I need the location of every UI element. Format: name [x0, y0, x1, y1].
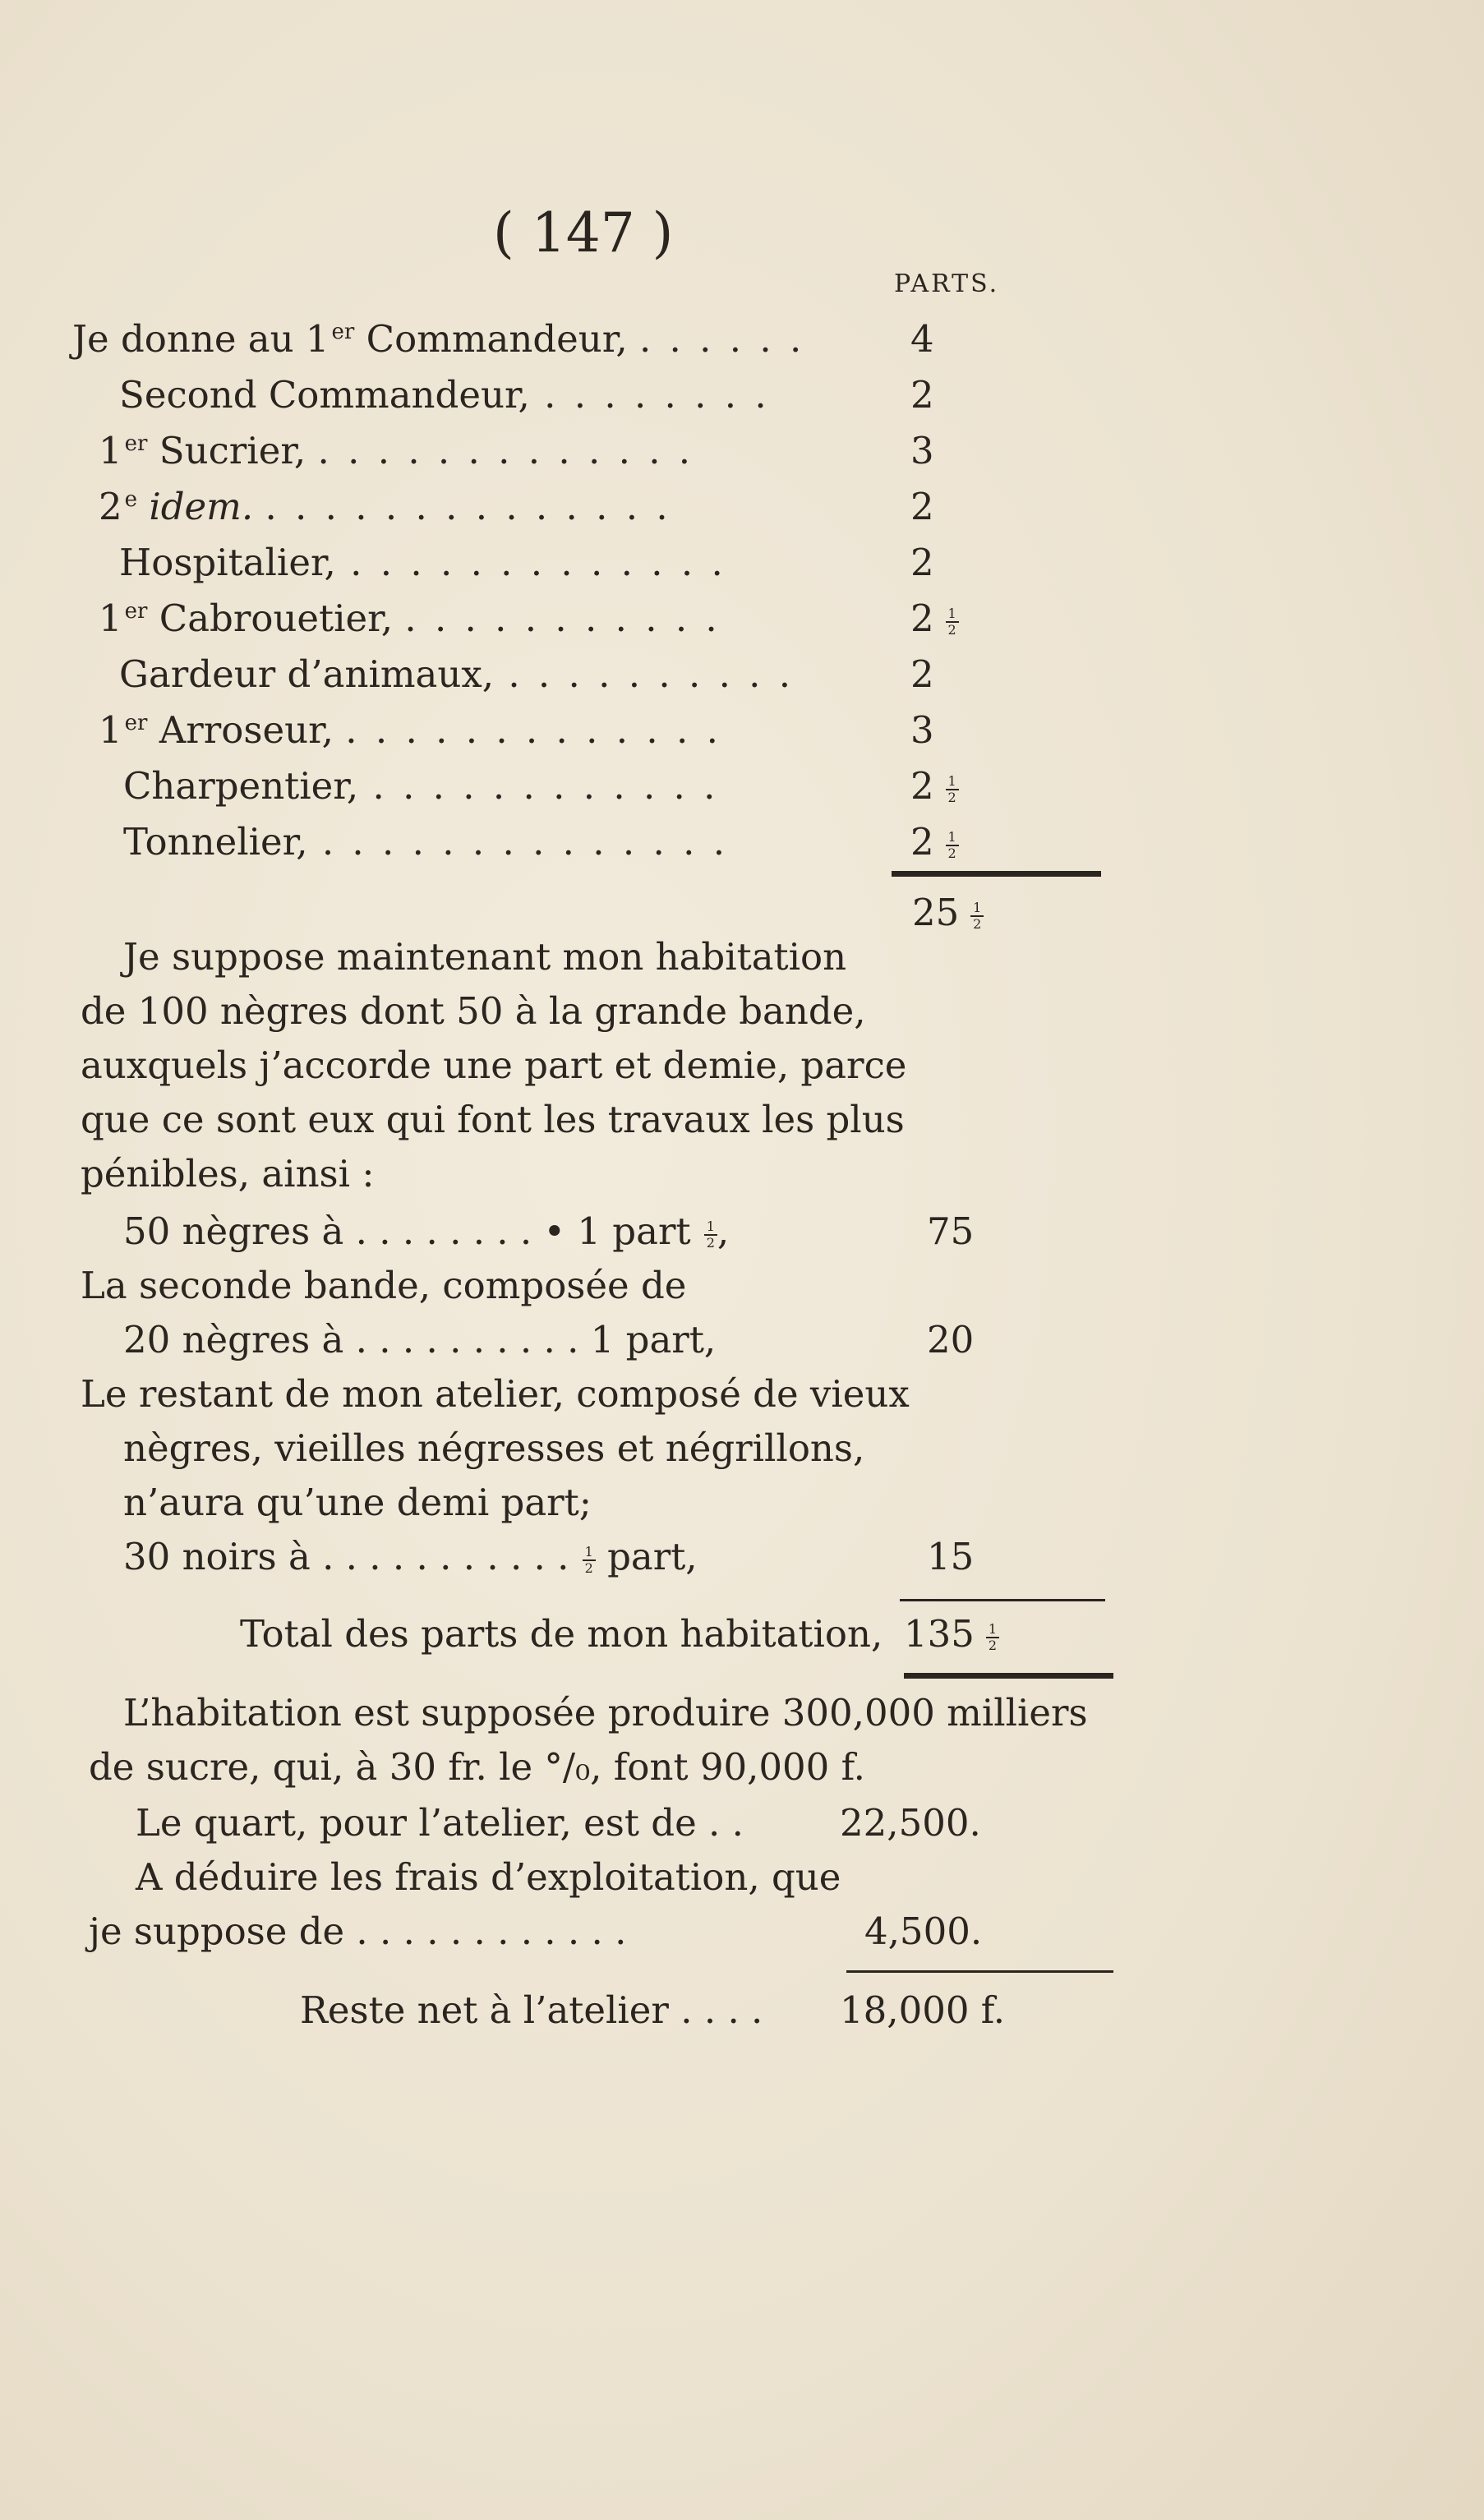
allocation-value: 2	[910, 541, 934, 584]
allocation-dots: . . . . . . . . . .	[508, 652, 795, 696]
allocation-value: 2	[910, 373, 934, 417]
total-label: Total des parts de mon habitation,	[240, 1612, 883, 1656]
allocation-row	[119, 541, 726, 584]
subtotal-value: 25 $\frac{1}{2}$	[912, 894, 984, 932]
allocation-dots: . . . . . .	[638, 317, 805, 361]
allocation-pre: Charpentier,	[123, 764, 371, 808]
frais-rule	[846, 1970, 1113, 1973]
line-seconde-bande: La seconde bande, composée de	[81, 1264, 687, 1307]
quart-value: 22,500.	[840, 1801, 981, 1845]
restant-line: Le restant de mon atelier, composé de vieux	[81, 1372, 910, 1416]
deduire-line: A déduire les frais d’exploitation, que	[136, 1855, 841, 1899]
subtotal-fraction: $\frac{1}{2}$	[970, 901, 984, 932]
allocation-pre: Tonnelier,	[123, 820, 320, 864]
allocation-pre: Second Commandeur,	[119, 373, 542, 417]
allocation-value: 2 $\frac{1}{2}$	[910, 600, 959, 638]
paragraph-line: pénibles, ainsi :	[81, 1152, 375, 1196]
total-fraction: $\frac{1}{2}$	[986, 1622, 999, 1653]
page-number: ( 147 )	[493, 201, 674, 265]
allocation-dots: . . . . . . . .	[544, 373, 770, 417]
allocation-pre: 1	[99, 429, 122, 472]
total-rule-bottom	[904, 1673, 1113, 1679]
allocation-dots: . . . . . . . . . . . .	[372, 764, 719, 808]
line-20-negres: 20 nègres à . . . . . . . . . . 1 part,	[123, 1318, 717, 1361]
restant-line: nègres, vieilles négresses et négrillons,	[123, 1426, 865, 1470]
line-20-value: 20	[927, 1318, 975, 1361]
reste-value: 18,000 f.	[840, 1988, 1006, 2032]
line-30-fraction: $\frac{1}{2}$	[583, 1545, 596, 1576]
allocation-fraction: $\frac{1}{2}$	[946, 830, 959, 861]
paragraph-line: Je suppose maintenant mon habitation	[123, 935, 847, 979]
allocation-dots: . . . . . . . . . . . . .	[317, 429, 694, 472]
allocation-sup: er	[124, 431, 148, 456]
allocation-label: Sucrier,	[147, 429, 318, 472]
quart-label: Le quart, pour l’atelier, est de . .	[136, 1801, 744, 1845]
allocation-dots: . . . . . . . . . . . . . .	[265, 485, 671, 528]
allocation-value: 2	[910, 485, 934, 528]
allocation-pre: 1	[99, 708, 122, 752]
allocation-dots: . . . . . . . . . . . . . .	[321, 820, 729, 864]
allocation-dots: . . . . . . . . . . . . .	[350, 541, 726, 584]
line-50-fraction: $\frac{1}{2}$	[704, 1219, 717, 1251]
allocation-row	[119, 652, 795, 696]
allocation-row	[123, 764, 719, 808]
production-line: de sucre, qui, à 30 fr. le °/₀, font 90,000 f.	[89, 1745, 865, 1789]
allocation-value: 3	[910, 429, 934, 472]
allocation-pre: Je donne au 1	[72, 317, 330, 361]
allocation-fraction: $\frac{1}{2}$	[946, 606, 959, 638]
allocation-dots: . . . . . . . . . . .	[404, 597, 721, 640]
restant-line: n’aura qu’une demi part;	[123, 1481, 592, 1524]
allocation-sup: er	[124, 599, 148, 624]
line-30-noirs: 30 noirs à . . . . . . . . . . . $\frac{1}{2}$ part,	[123, 1535, 698, 1578]
allocation-value: 2 $\frac{1}{2}$	[910, 823, 959, 861]
allocation-fraction: $\frac{1}{2}$	[946, 774, 959, 805]
allocation-sup: er	[331, 320, 355, 344]
frais-label: je suppose de . . . . . . . . . . . .	[89, 1910, 627, 1953]
allocation-row	[99, 485, 671, 528]
subtotal-rule	[892, 871, 1101, 877]
allocation-row	[119, 373, 770, 417]
paragraph-line: que ce sont eux qui font les travaux les plus	[81, 1098, 905, 1141]
frais-value: 4,500.	[864, 1910, 983, 1953]
allocation-value: 4	[910, 317, 934, 361]
allocation-row	[72, 317, 805, 361]
allocation-label: Commandeur,	[354, 317, 639, 361]
allocation-value: 2 $\frac{1}{2}$	[910, 767, 959, 805]
paragraph-line: de 100 nègres dont 50 à la grande bande,	[81, 989, 866, 1033]
allocation-pre: Hospitalier,	[119, 541, 348, 584]
reste-label: Reste net à l’atelier . . . .	[300, 1988, 763, 2032]
allocation-pre: 2	[99, 485, 122, 528]
line-30-value: 15	[927, 1535, 975, 1578]
total-rule-top	[900, 1599, 1105, 1601]
allocation-sup: er	[124, 711, 148, 735]
allocation-value: 2	[910, 652, 934, 696]
allocation-dots: . . . . . . . . . . . . .	[345, 708, 721, 752]
allocation-row	[99, 597, 721, 640]
production-line: L’habitation est supposée produire 300,000 milliers	[123, 1691, 1088, 1735]
allocation-row	[99, 708, 721, 752]
allocation-label: Arroseur,	[147, 708, 346, 752]
allocation-pre: 1	[99, 597, 122, 640]
total-value: 135 $\frac{1}{2}$	[904, 1615, 999, 1653]
line-50-negres: 50 nègres à . . . . . . . . • 1 part $\frac{1}{2}$ ,	[123, 1209, 730, 1253]
allocation-row	[99, 429, 694, 472]
allocation-label: idem.	[137, 485, 265, 528]
column-header: PARTS.	[894, 270, 1000, 298]
line-50-value: 75	[927, 1209, 975, 1253]
allocation-label: Cabrouetier,	[147, 597, 405, 640]
allocation-pre: Gardeur d’animaux,	[119, 652, 506, 696]
allocation-value: 3	[910, 708, 934, 752]
allocation-row	[123, 820, 729, 864]
paragraph-line: auxquels j’accorde une part et demie, parce	[81, 1043, 907, 1087]
allocation-sup: e	[124, 487, 138, 512]
